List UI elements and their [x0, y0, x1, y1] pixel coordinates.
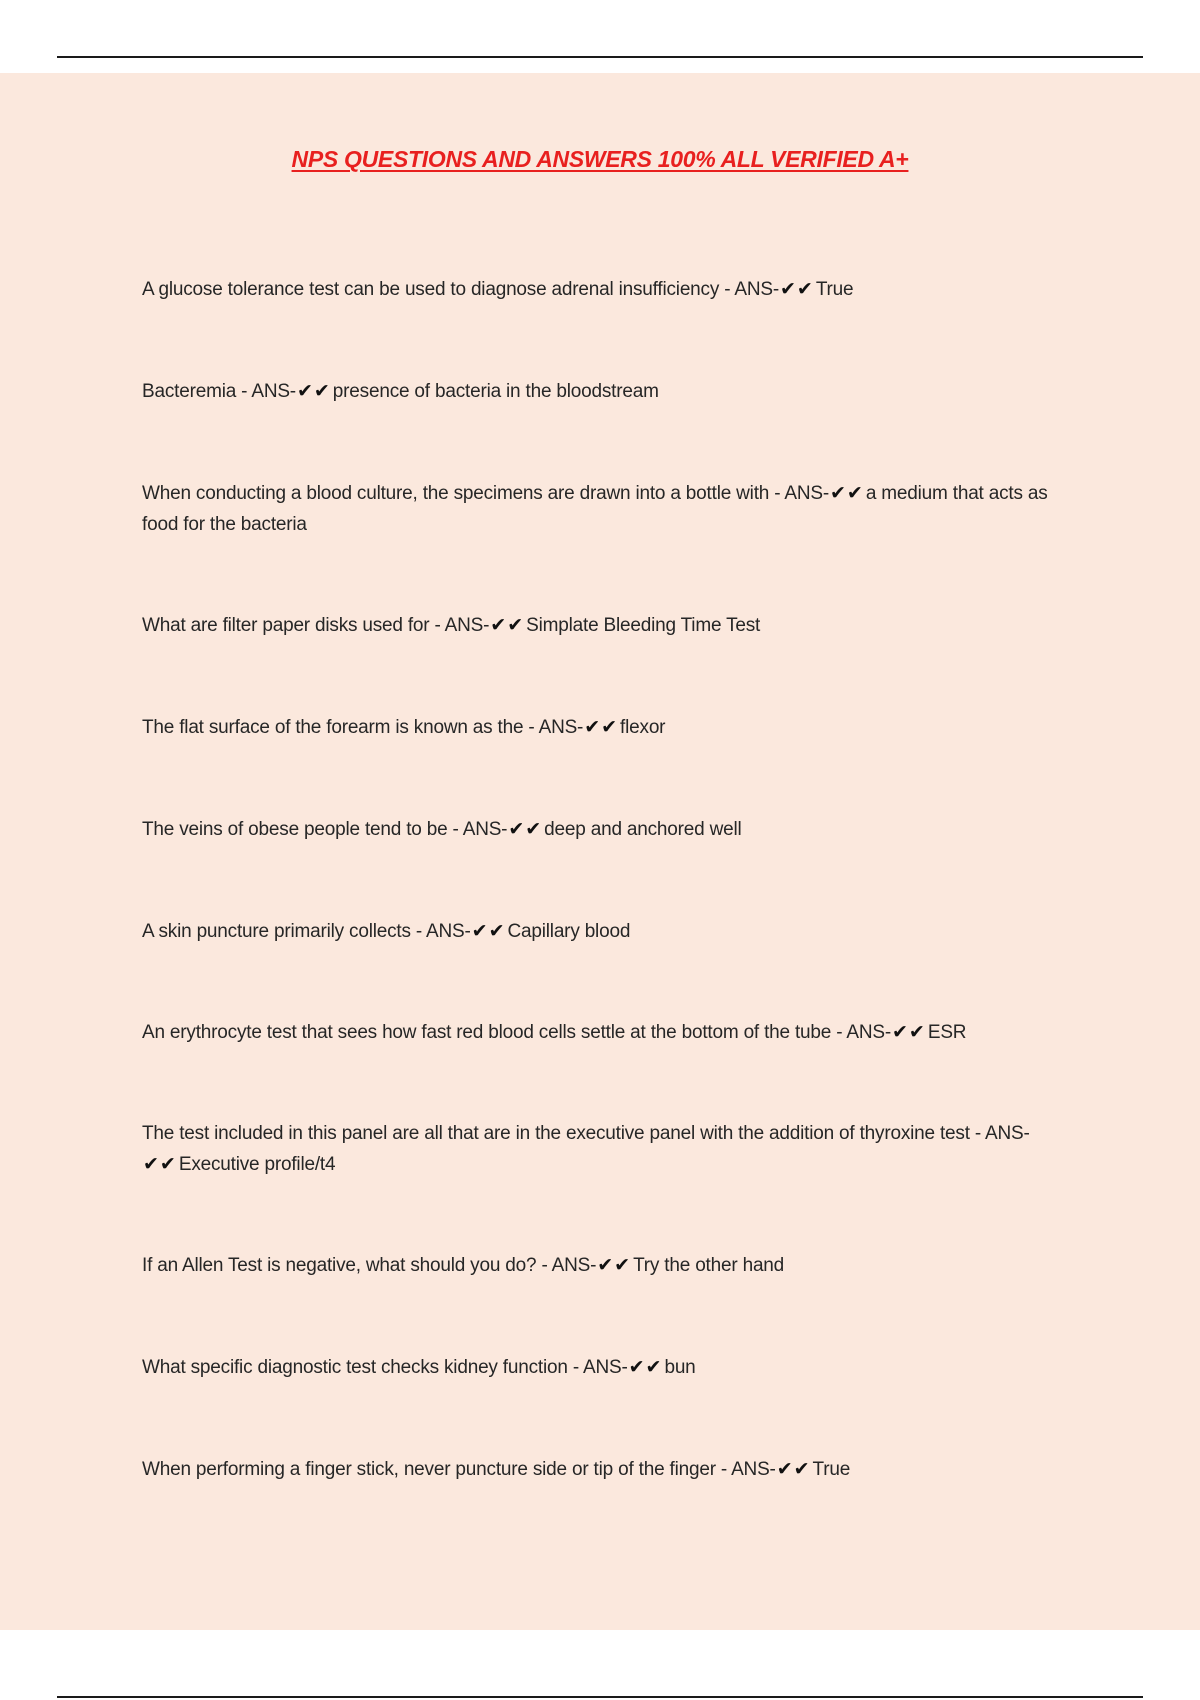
- question-text: What specific diagnostic test checks kidney function -: [142, 1357, 583, 1378]
- check-icon: ✔✔: [143, 1153, 177, 1175]
- answer-text: Executive profile/t4: [178, 1154, 336, 1175]
- qa-item: [142, 916, 1062, 947]
- answer-marker: ANS-: [784, 483, 829, 504]
- qa-item: [142, 1017, 1062, 1048]
- check-icon: ✔✔: [780, 278, 814, 300]
- question-text: An erythrocyte test that sees how fast red blood cells settle at the bottom of the tube -: [142, 1022, 847, 1043]
- answer-marker: ANS-: [251, 381, 296, 402]
- check-icon: ✔✔: [628, 1356, 663, 1378]
- question-text: When performing a finger stick, never puncture side or tip of the finger -: [142, 1459, 732, 1480]
- question-text: When conducting a blood culture, the specimens are drawn into a bottle with -: [142, 483, 785, 504]
- answer-text: a medium that acts as food for the bacteria: [142, 483, 1048, 535]
- check-icon: ✔✔: [296, 380, 331, 402]
- document-title: NPS QUESTIONS AND ANSWERS 100% ALL VERIFIED A+: [291, 146, 909, 172]
- question-text: A glucose tolerance test can be used to diagnose adrenal insufficiency -: [142, 279, 735, 300]
- question-text: A skin puncture primarily collects -: [142, 921, 427, 942]
- qa-item: [142, 1250, 1062, 1281]
- answer-text: Try the other hand: [633, 1255, 785, 1276]
- answer-marker: ANS-: [846, 1022, 892, 1043]
- answer-marker: ANS-: [985, 1123, 1030, 1144]
- answer-marker: ANS-: [444, 615, 490, 636]
- answer-text: Capillary blood: [507, 921, 631, 942]
- answer-text: deep and anchored well: [544, 819, 742, 840]
- check-icon: ✔✔: [597, 1254, 632, 1276]
- footer-rule: [57, 1696, 1143, 1698]
- qa-item: [142, 1118, 1062, 1180]
- question-text: The veins of obese people tend to be -: [142, 819, 463, 840]
- answer-text: Simplate Bleeding Time Test: [526, 615, 761, 636]
- qa-item: [142, 376, 1062, 407]
- question-text: If an Allen Test is negative, what should you do? -: [142, 1255, 552, 1276]
- check-icon: ✔✔: [892, 1021, 926, 1043]
- answer-marker: ANS-: [551, 1255, 597, 1276]
- check-icon: ✔✔: [584, 716, 619, 738]
- question-text: The test included in this panel are all that are in the executive panel with the addition of thyroxine test -: [142, 1123, 986, 1144]
- question-text: What are filter paper disks used for -: [142, 615, 445, 636]
- question-text: Bacteremia -: [142, 381, 252, 402]
- answer-text: presence of bacteria in the bloodstream: [332, 381, 659, 402]
- answer-text: ESR: [927, 1022, 967, 1043]
- question-text: The flat surface of the forearm is known as the -: [142, 717, 539, 738]
- check-icon: ✔✔: [490, 614, 525, 636]
- answer-marker: ANS-: [583, 1357, 628, 1378]
- qa-item: [142, 814, 1062, 845]
- answer-text: True: [812, 1459, 851, 1480]
- check-icon: ✔✔: [508, 818, 543, 840]
- check-icon: ✔✔: [776, 1458, 811, 1480]
- answer-text: True: [815, 279, 854, 300]
- qa-item: [142, 712, 1062, 743]
- qa-item: [142, 478, 1062, 540]
- answer-text: bun: [664, 1357, 696, 1378]
- qa-item: [142, 274, 1062, 305]
- check-icon: ✔✔: [830, 482, 864, 504]
- qa-item: [142, 1352, 1062, 1383]
- answer-marker: ANS-: [734, 279, 779, 300]
- qa-item: [142, 1454, 1062, 1485]
- answer-marker: ANS-: [731, 1459, 776, 1480]
- answer-marker: ANS-: [538, 717, 584, 738]
- answer-marker: ANS-: [426, 921, 471, 942]
- qa-item: [142, 610, 1062, 641]
- check-icon: ✔✔: [471, 920, 506, 942]
- document-page: [0, 73, 1200, 1630]
- answer-text: flexor: [620, 717, 666, 738]
- answer-marker: ANS-: [462, 819, 508, 840]
- header-rule: [57, 56, 1143, 58]
